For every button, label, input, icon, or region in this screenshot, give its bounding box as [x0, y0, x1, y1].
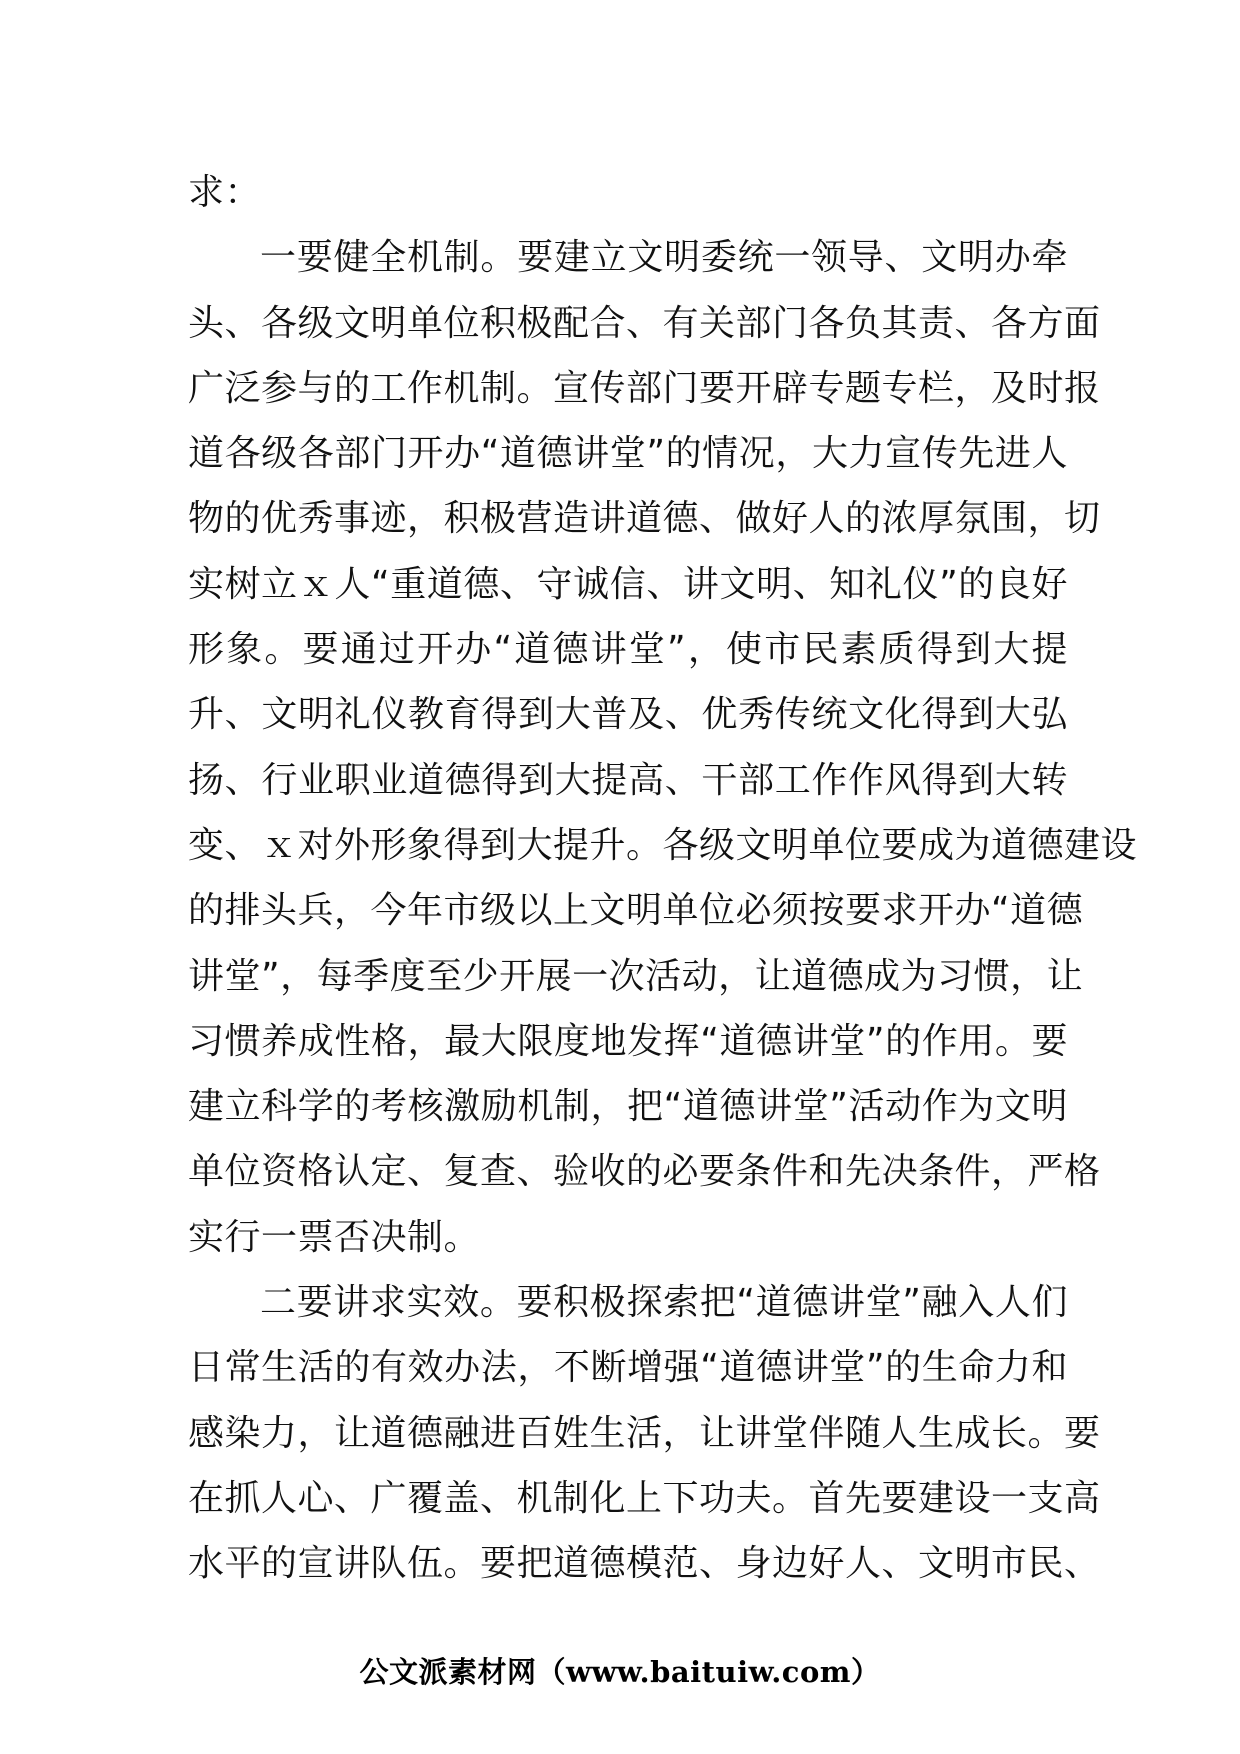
paragraph-line: 日常生活的有效办法，不断增强“道德讲堂”的生命力和: [188, 1347, 1068, 1389]
paragraph-line: 习惯养成性格，最大限度地发挥“道德讲堂”的作用。要: [188, 1020, 1068, 1062]
paragraph-line: 广泛参与的工作机制。宣传部门要开辟专题专栏，及时报: [188, 367, 1101, 409]
paragraph-line: 升、文明礼仪教育得到大普及、优秀传统文化得到大弘: [188, 694, 1068, 736]
paragraph-line: 感染力，让道德融进百姓生活，让讲堂伴随人生成长。要: [188, 1412, 1101, 1454]
paragraph-line: 实树立ｘ人“重道德、守诚信、讲文明、知礼仪”的良好: [188, 563, 1068, 605]
paragraph-line: 形象。要通过开办“道德讲堂”，使市民素质得到大提: [188, 629, 1068, 671]
paragraph-line: 二要讲求实效。要积极探索把“道德讲堂”融入人们: [260, 1282, 1068, 1324]
paragraph-line: 实行一票否决制。: [188, 1216, 481, 1258]
paragraph-line: 建立科学的考核激励机制，把“道德讲堂”活动作为文明: [188, 1086, 1068, 1128]
paragraph-line: 求：: [188, 172, 262, 213]
paragraph-line: 物的优秀事迹，积极营造讲道德、做好人的浓厚氛围，切: [188, 498, 1101, 540]
paragraph-line: 道各级各部门开办“道德讲堂”的情况，大力宣传先进人: [188, 433, 1068, 475]
paragraph-line: 的排头兵，今年市级以上文明单位必须按要求开办“道德: [188, 890, 1084, 932]
paragraph-line: 单位资格认定、复查、验收的必要条件和先决条件，严格: [188, 1151, 1101, 1193]
footer-source: 公文派素材网（www.baituiw.com）: [359, 1655, 881, 1689]
paragraph-line: 水平的宣讲队伍。要把道德模范、身边好人、文明市民、: [188, 1543, 1101, 1585]
paragraph-line: 头、各级文明单位积极配合、有关部门各负其责、各方面: [188, 302, 1101, 344]
paragraph-line: 在抓人心、广覆盖、机制化上下功夫。首先要建设一支高: [188, 1477, 1101, 1519]
paragraph-line: 变、ｘ对外形象得到大提升。各级文明单位要成为道德建设: [188, 824, 1138, 866]
paragraph-line: 扬、行业职业道德得到大提高、干部工作作风得到大转: [188, 759, 1068, 801]
body-text: [188, 160, 1138, 1597]
paragraph-line: 一要健全机制。要建立文明委统一领导、文明办牵: [260, 237, 1068, 279]
paragraph-line: 讲堂”，每季度至少开展一次活动，让道德成为习惯，让: [188, 955, 1084, 997]
